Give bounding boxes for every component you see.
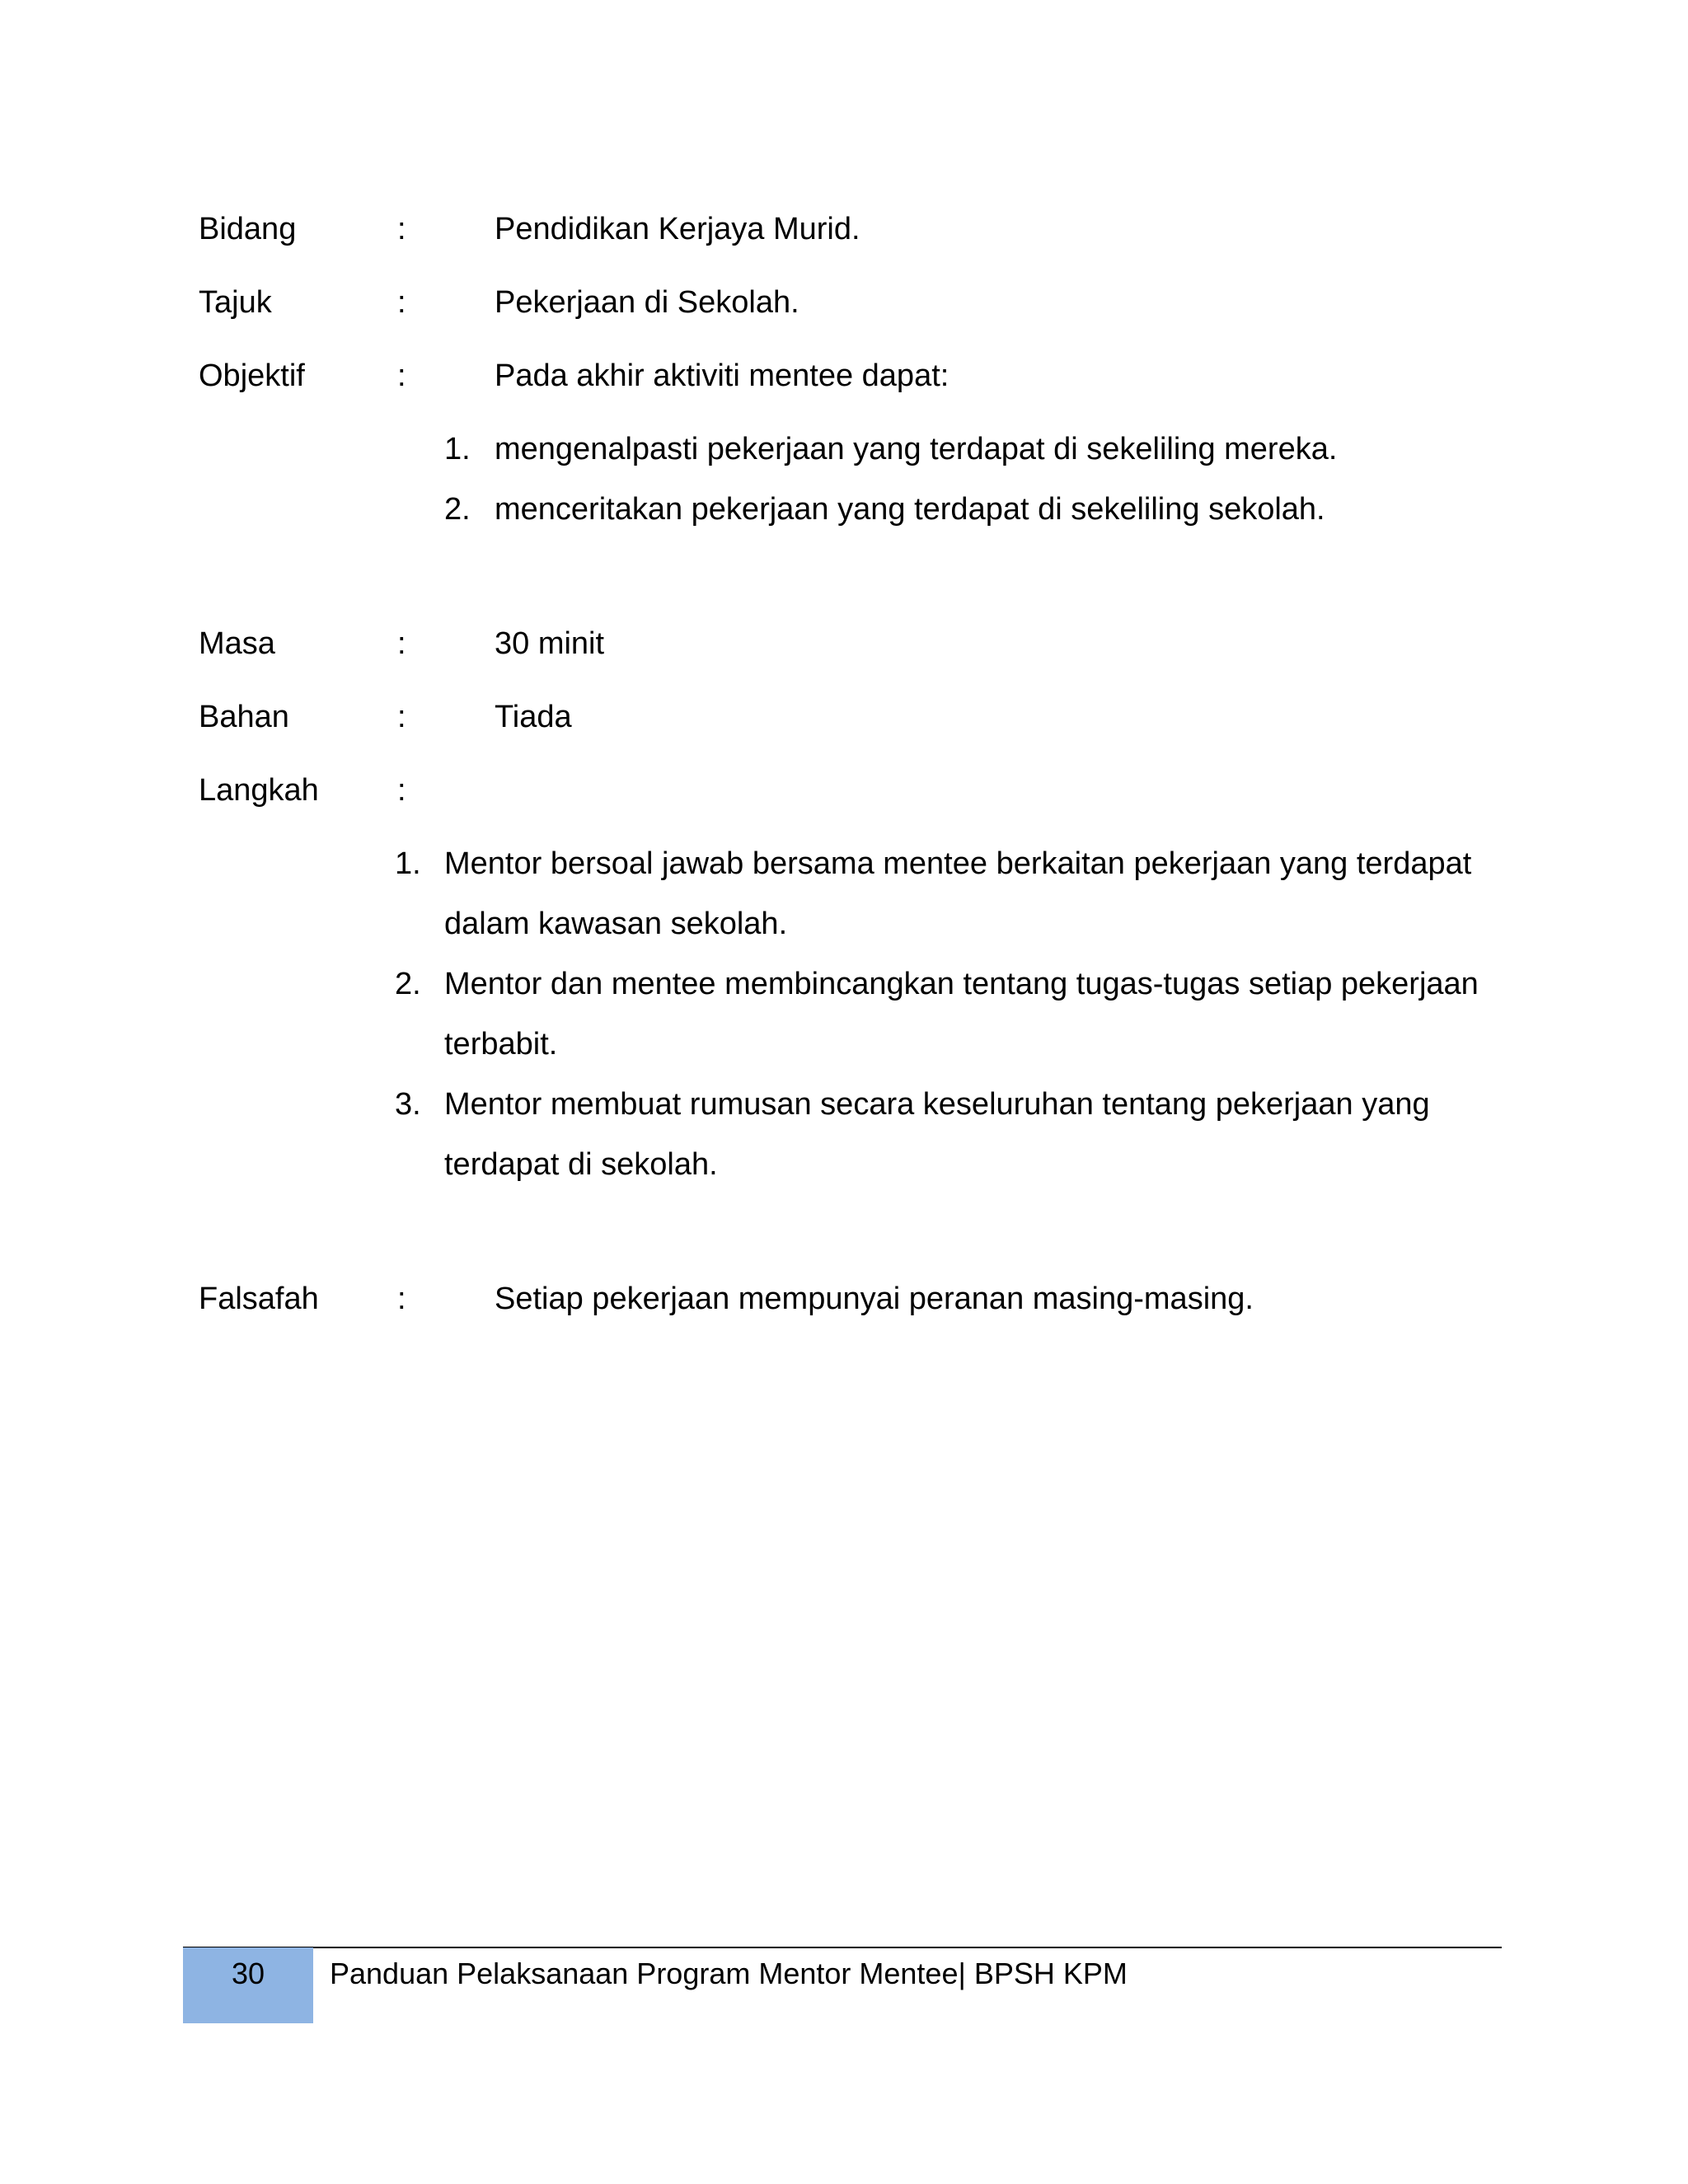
step-text-line2: terdapat di sekolah.	[444, 1147, 718, 1182]
field-label: Tajuk	[199, 285, 272, 320]
field-value: Pendidikan Kerjaya Murid.	[495, 212, 860, 246]
objective-number: 1.	[444, 432, 471, 466]
step-text-line2: terbabit.	[444, 1027, 558, 1062]
field-value: Tiada	[495, 700, 572, 734]
objective-text: menceritakan pekerjaan yang terdapat di sekeliling sekolah.	[495, 492, 1325, 527]
field-label: Bahan	[199, 700, 289, 734]
field-label: Objektif	[199, 359, 305, 393]
field-value: Pekerjaan di Sekolah.	[495, 285, 799, 320]
field-masa	[0, 626, 1688, 666]
step-number: 2.	[395, 967, 421, 1001]
field-colon: :	[397, 773, 406, 808]
field-colon: :	[397, 359, 406, 393]
field-langkah	[0, 773, 1688, 813]
step-continuation	[0, 1147, 1688, 1187]
step-item	[0, 967, 1688, 1006]
step-text-line1: Mentor membuat rumusan secara keseluruhan tentang pekerjaan yang	[444, 1087, 1430, 1122]
objective-number: 2.	[444, 492, 471, 527]
field-objektif	[0, 359, 1688, 398]
field-colon: :	[397, 285, 406, 320]
step-continuation	[0, 1027, 1688, 1066]
field-label: Falsafah	[199, 1282, 319, 1316]
step-number: 1.	[395, 846, 421, 881]
field-value: Setiap pekerjaan mempunyai peranan masing-masing.	[495, 1282, 1254, 1316]
objective-item	[0, 492, 1688, 532]
field-value: 30 minit	[495, 626, 605, 661]
field-value: Pada akhir aktiviti mentee dapat:	[495, 359, 950, 393]
field-label: Masa	[199, 626, 275, 661]
step-item	[0, 846, 1688, 886]
step-text-line1: Mentor dan mentee membincangkan tentang tugas-tugas setiap pekerjaan	[444, 967, 1479, 1001]
field-colon: :	[397, 626, 406, 661]
field-falsafah	[0, 1282, 1688, 1321]
footer-title: Panduan Pelaksanaan Program Mentor Mentee| BPSH KPM	[330, 1957, 1128, 1990]
objective-item	[0, 432, 1688, 471]
field-bahan	[0, 700, 1688, 739]
step-text-line1: Mentor bersoal jawab bersama mentee berkaitan pekerjaan yang terdapat	[444, 846, 1472, 881]
field-colon: :	[397, 212, 406, 246]
step-number: 3.	[395, 1087, 421, 1122]
field-bidang	[0, 212, 1688, 251]
objective-text: mengenalpasti pekerjaan yang terdapat di sekeliling mereka.	[495, 432, 1338, 466]
page-number: 30	[231, 1957, 265, 1990]
field-colon: :	[397, 1282, 406, 1316]
field-label: Bidang	[199, 212, 297, 246]
field-label: Langkah	[199, 773, 319, 808]
step-continuation	[0, 907, 1688, 946]
field-colon: :	[397, 700, 406, 734]
step-text-line2: dalam kawasan sekolah.	[444, 907, 788, 941]
footer-rule	[183, 1947, 1502, 1948]
field-tajuk	[0, 285, 1688, 325]
step-item	[0, 1087, 1688, 1127]
